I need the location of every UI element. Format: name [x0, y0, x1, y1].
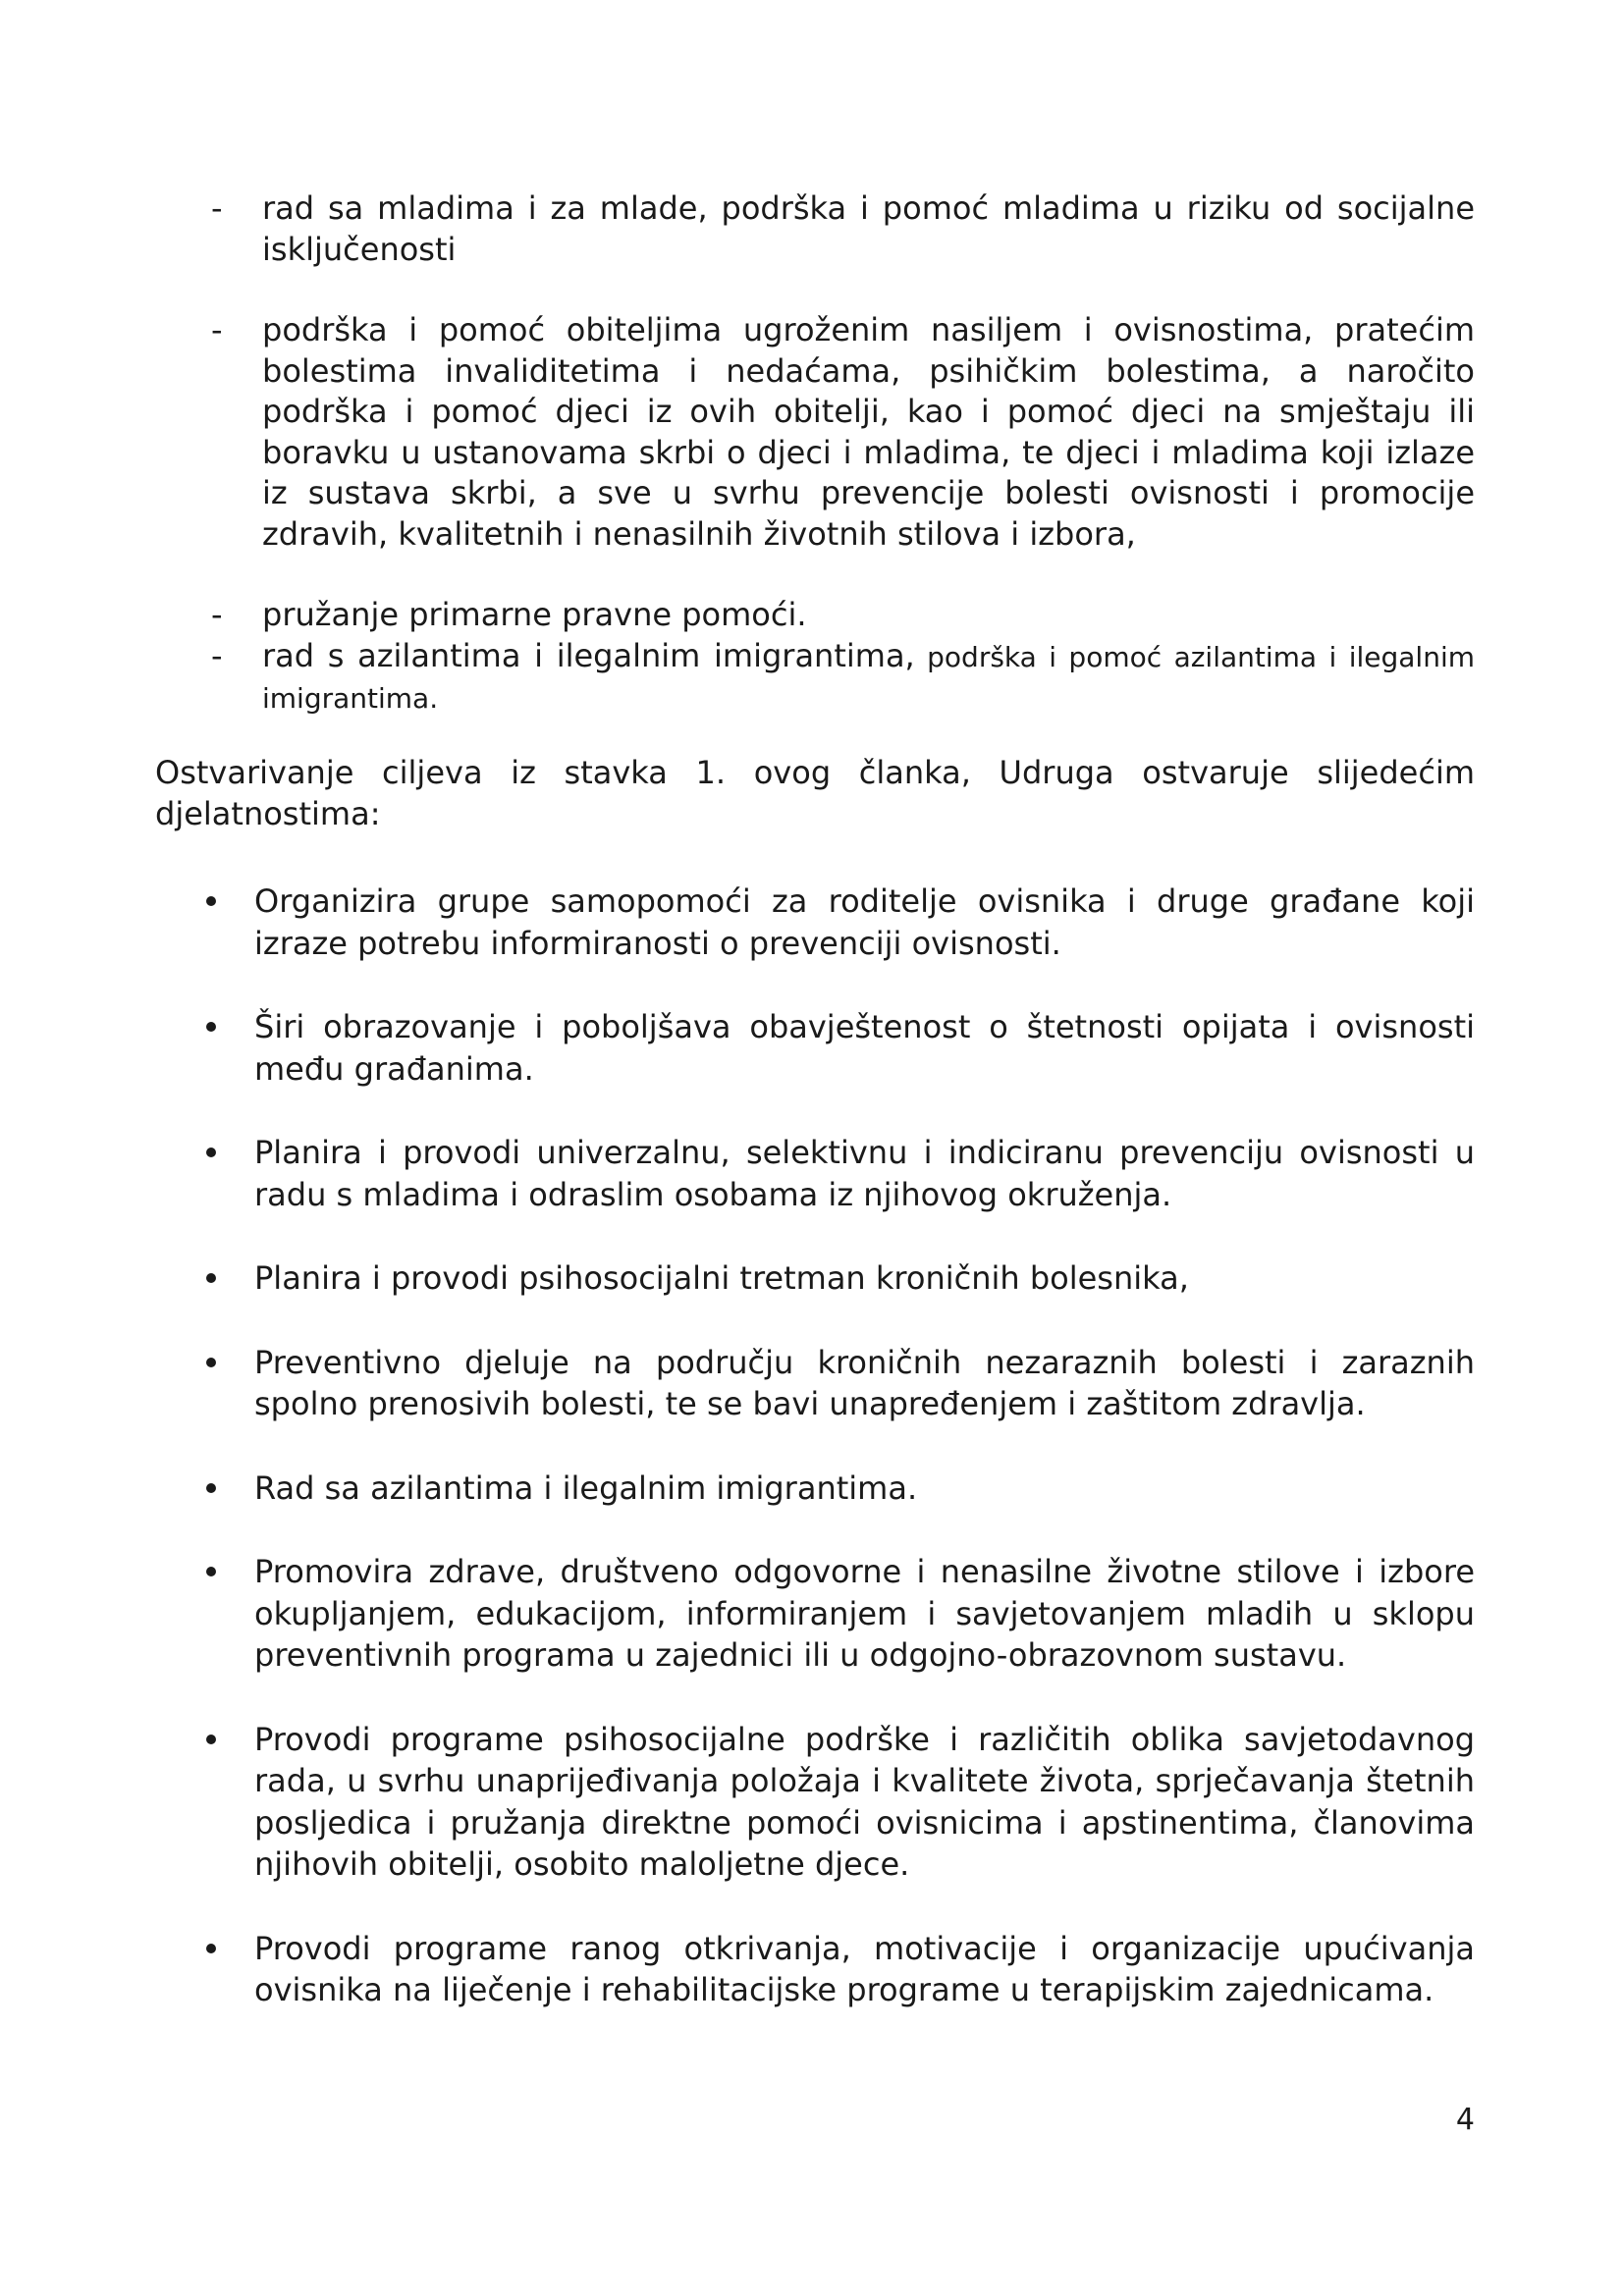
dash-marker: -: [211, 311, 223, 348]
bullet-dot-icon: [206, 1273, 216, 1283]
bullet-list-item: [200, 1132, 1475, 1215]
bullet-item-text: Provodi programe psihosocijalne podrške i različitih oblika savjetodavnog rada, u svrhu unaprijeđivanja položaja i kvalitete života, sprječavanja štetnih posljedica i pružanja direktne pomoći ovisnicima i apstinentima, članovima njihovih obitelji, osobito maloljetne djece.: [254, 1720, 1475, 1883]
bullet-item-text: Provodi programe ranog otkrivanja, motivacije i organizacije upućivanja ovisnika na liječenje i rehabilitacijske programe u terapijskim zajednicama.: [254, 1929, 1475, 2008]
bullet-list-item: [200, 1928, 1475, 2011]
dash-list-item: [208, 595, 1475, 636]
dash-list-item: [208, 188, 1475, 270]
bullet-dot-icon: [206, 1022, 216, 1032]
bullet-item-text: Promovira zdrave, društveno odgovorne i nenasilne životne stilove i izbore okupljanjem, edukacijom, informiranjem i savjetovanjem mladih u sklopu preventivnih programa u zajednici ili u odgojno-obrazovnom sustavu.: [254, 1553, 1475, 1674]
bullet-list-item: [200, 1719, 1475, 1886]
dash-item-small-text: podrška i pomoć azilantima i ilegalnim imigrantima.: [262, 640, 1475, 715]
bullet-list-item: [200, 1006, 1475, 1090]
bullet-list-item: [200, 1468, 1475, 1510]
activities-bullet-list: [200, 881, 1475, 2054]
dash-marker: -: [211, 636, 223, 674]
dash-item-text: rad s azilantima i ilegalnim imigrantima,: [262, 636, 915, 674]
bullet-dot-icon: [206, 1567, 216, 1576]
bullet-dot-icon: [206, 1148, 216, 1157]
dash-list-item: [208, 636, 1475, 720]
bullet-list-item: [200, 1342, 1475, 1425]
bullet-dot-icon: [206, 1483, 216, 1493]
bullet-item-text: Planira i provodi univerzalnu, selektivnu i indiciranu prevenciju ovisnosti u radu s mladima i odraslim osobama iz njihovog okruženja.: [254, 1134, 1475, 1213]
dash-marker: -: [211, 596, 223, 633]
dash-item-text: pružanje primarne pravne pomoći.: [262, 596, 807, 633]
bullet-list-item: [200, 881, 1475, 964]
bullet-item-text: Organizira grupe samopomoći za roditelje ovisnika i druge građane koji izraze potrebu informiranosti o prevenciji ovisnosti.: [254, 882, 1475, 962]
dash-marker: -: [211, 189, 223, 227]
goals-dash-list: [208, 188, 1475, 720]
dash-item-text: rad sa mladima i za mlade, podrška i pomoć mladima u riziku od socijalne isključenosti: [262, 189, 1475, 268]
bullet-dot-icon: [206, 1944, 216, 1953]
bullet-dot-icon: [206, 1735, 216, 1744]
bullet-list-item: [200, 1257, 1475, 1300]
bullet-dot-icon: [206, 1358, 216, 1367]
intro-paragraph: Ostvarivanje ciljeva iz stavka 1. ovog članka, Udruga ostvaruje slijedećim djelatnostima:: [155, 754, 1475, 832]
bullet-item-text: Širi obrazovanje i poboljšava obavještenost o štetnosti opijata i ovisnosti među građanima.: [254, 1008, 1475, 1088]
page-number: 4: [1455, 2103, 1475, 2137]
bullet-item-text: Preventivno djeluje na području kroničnih nezaraznih bolesti i zaraznih spolno prenosivih bolesti, te se bavi unapređenjem i zaštitom zdravlja.: [254, 1343, 1475, 1422]
bullet-item-text: Planira i provodi psihosocijalni tretman kroničnih bolesnika,: [254, 1259, 1189, 1297]
bullet-dot-icon: [206, 896, 216, 906]
bullet-list-item: [200, 1551, 1475, 1677]
dash-list-item: [208, 310, 1475, 555]
dash-item-text: podrška i pomoć obiteljima ugroženim nasiljem i ovisnostima, pratećim bolestima invaliditetima i nedaćama, psihičkim bolestima, a naročito podrška i pomoć djeci iz ovih obitelji, kao i pomoć djeci na smještaju ili boravku u ustanovama skrbi o djeci i mladima, te djeci i mladima koji izlaze iz sustava skrbi, a sve u svrhu prevencije bolesti ovisnosti i promocije zdravih, kvalitetnih i nenasilnih životnih stilova i izbora,: [262, 311, 1475, 553]
bullet-item-text: Rad sa azilantima i ilegalnim imigrantima.: [254, 1468, 918, 1507]
